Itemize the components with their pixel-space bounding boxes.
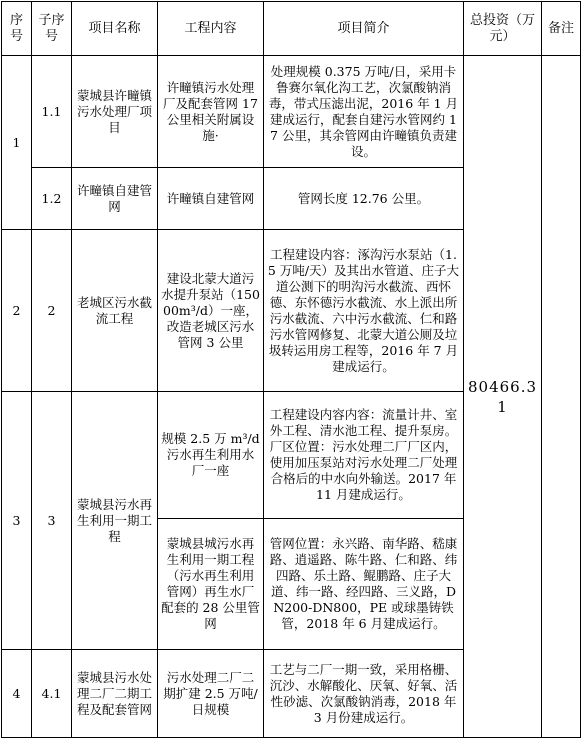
name-cell: 蒙城县许疃镇污水处理厂项目 bbox=[72, 56, 158, 168]
table-row bbox=[2, 56, 581, 168]
content-cell: 蒙城县城污水再生利用一期工程（污水再生利用管网）再生水厂配套的 28 公里管网 bbox=[158, 519, 264, 650]
header-total: 总投资（万元） bbox=[464, 2, 542, 56]
intro-cell: 工艺与二厂一期一致，采用格栅、沉沙、水解酸化、厌氧、好氧、活性砂滤、次氯酸钠消毒，2018 年 3 月份建成运行。 bbox=[264, 650, 464, 738]
content-cell: 许疃镇污水处理厂及配套管网 17 公里相关附属设施· bbox=[158, 56, 264, 168]
content-cell: 规模 2.5 万 m³/d 污水再生利用水厂一座 bbox=[158, 392, 264, 519]
name-cell: 蒙城县污水再生利用一期工程 bbox=[72, 392, 158, 650]
project-table bbox=[1, 1, 581, 738]
intro-cell: 管网位置：永兴路、南华路、嵇康路、逍遥路、陈牛路、仁和路、纬四路、乐土路、鲲鹏路、庄子大道、纬一路、经四路、三义路，DN200-DN800，PE 或球墨铸铁管，2018 年 6 月建成运行。 bbox=[264, 519, 464, 650]
header-row bbox=[2, 2, 581, 56]
intro-cell: 工程建设内容：涿沟污水泵站（1.5 万吨/天）及其出水管道、庄子大道公测下的明沟污水截流、西怀德、东怀德污水截流、水上派出所污水截流、六中污水截流、仁和路污水管网修复、北蒙大道公厕及垃圾转运用房工程等，2016 年 7 月建成运行。 bbox=[264, 230, 464, 392]
name-cell: 老城区污水截流工程 bbox=[72, 230, 158, 392]
subseq-cell: 4.1 bbox=[32, 650, 72, 738]
header-seq: 序号 bbox=[2, 2, 32, 56]
content-cell: 许疃镇自建管网 bbox=[158, 168, 264, 230]
seq-cell: 1 bbox=[2, 56, 32, 230]
header-intro: 项目简介 bbox=[264, 2, 464, 56]
intro-cell: 处理规模 0.375 万吨/日，采用卡鲁赛尔氧化沟工艺，次氯酸钠消毒，带式压滤出泥，2016 年 1 月建成运行，配套自建污水管网约 17 公里，其余管网由许疃镇负责建设。 bbox=[264, 56, 464, 168]
subseq-cell: 1.2 bbox=[32, 168, 72, 230]
subseq-cell: 3 bbox=[32, 392, 72, 650]
subseq-cell: 1.1 bbox=[32, 56, 72, 168]
total-investment-cell: 80466.31 bbox=[464, 56, 542, 738]
seq-cell: 4 bbox=[2, 650, 32, 738]
seq-cell: 2 bbox=[2, 230, 32, 392]
remark-cell bbox=[542, 56, 581, 738]
name-cell: 蒙城县污水处理二厂二期工程及配套管网 bbox=[72, 650, 158, 738]
header-name: 项目名称 bbox=[72, 2, 158, 56]
header-remark: 备注 bbox=[542, 2, 581, 56]
intro-cell: 管网长度 12.76 公里。 bbox=[264, 168, 464, 230]
seq-cell: 3 bbox=[2, 392, 32, 650]
header-subseq: 子序号 bbox=[32, 2, 72, 56]
content-cell: 污水处理二厂二期扩建 2.5 万吨/日规模 bbox=[158, 650, 264, 738]
intro-cell: 工程建设内容内容：流量计井、室外工程、清水池工程、提升泵房。厂区位置：污水处理二厂厂区内，使用加压泵站对污水处理二厂处理合格后的中水向外输送。2017 年 11 月建成运行。 bbox=[264, 392, 464, 519]
header-content: 工程内容 bbox=[158, 2, 264, 56]
name-cell: 许疃镇自建管网 bbox=[72, 168, 158, 230]
subseq-cell: 2 bbox=[32, 230, 72, 392]
content-cell: 建设北蒙大道污水提升泵站（15000m³/d）一座，改造老城区污水管网 3 公里 bbox=[158, 230, 264, 392]
